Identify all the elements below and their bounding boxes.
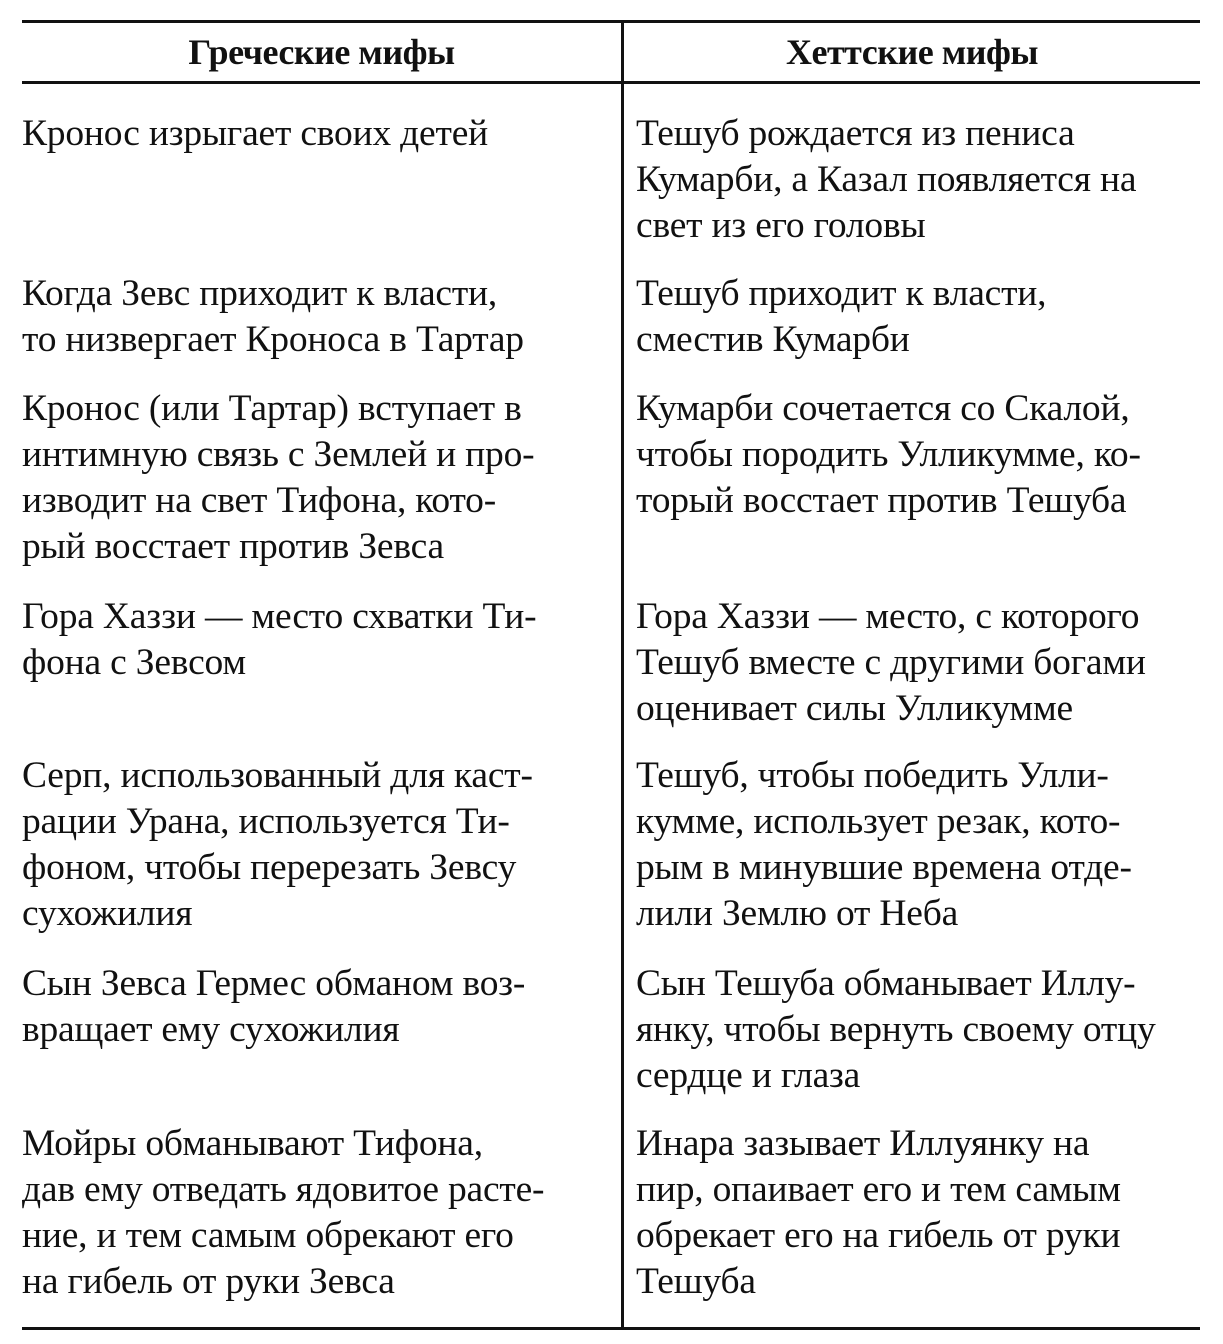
row-7-hittite: Инара зазывает Иллуянку на пир, опаивает его и тем самым обрекает его на гибель от руки Тешуба <box>636 1123 1121 1302</box>
row-5-greek: Серп, использованный для каст- рации Урана, используется Ти- фоном, чтобы перерезать Зевсу сухожилия <box>22 755 533 934</box>
header-greek-myths: Греческие мифы <box>188 32 455 72</box>
row-6-greek: Сын Зевса Гермес обманом воз- вращает ему сухожилия <box>22 963 526 1050</box>
header-hittite-myths: Хеттские мифы <box>785 32 1038 72</box>
row-1-greek: Кронос изрыгает своих детей <box>22 113 489 154</box>
row-3-hittite: Кумарби сочетается со Скалой, чтобы породить Улликумме, ко- торый восстает против Тешуба <box>636 388 1141 521</box>
row-3-greek: Кронос (или Тартар) вступает в интимную связь с Землей и про- изводит на свет Тифона, кото- рый восстает против Зевса <box>22 388 535 567</box>
row-7-greek: Мойры обманывают Тифона, дав ему отведать ядовитое расте- ние, и тем самым обрекают его на гибель от руки Зевса <box>22 1123 545 1302</box>
row-1-hittite: Тешуб рождается из пениса Кумарби, а Казал появляется на свет из его головы <box>636 113 1137 246</box>
table-header-rule <box>22 81 1200 84</box>
table-column-divider <box>621 22 624 1329</box>
row-6-hittite: Сын Тешуба обманывает Иллу- янку, чтобы вернуть своему отцу сердце и глаза <box>636 963 1156 1096</box>
row-5-hittite: Тешуб, чтобы победить Улли- кумме, использует резак, кото- рым в минувшие времена отде- лили Землю от Неба <box>636 755 1132 934</box>
row-4-greek: Гора Хаззи — место схватки Ти- фона с Зевсом <box>22 596 537 683</box>
row-2-hittite: Тешуб приходит к власти, сместив Кумарби <box>636 273 1047 360</box>
row-2-greek: Когда Зевс приходит к власти, то низвергает Кроноса в Тартар <box>22 273 524 360</box>
table-bottom-rule <box>22 1327 1200 1330</box>
row-4-hittite: Гора Хаззи — место, с которого Тешуб вместе с другими богами оценивает силы Улликумме <box>636 596 1146 729</box>
